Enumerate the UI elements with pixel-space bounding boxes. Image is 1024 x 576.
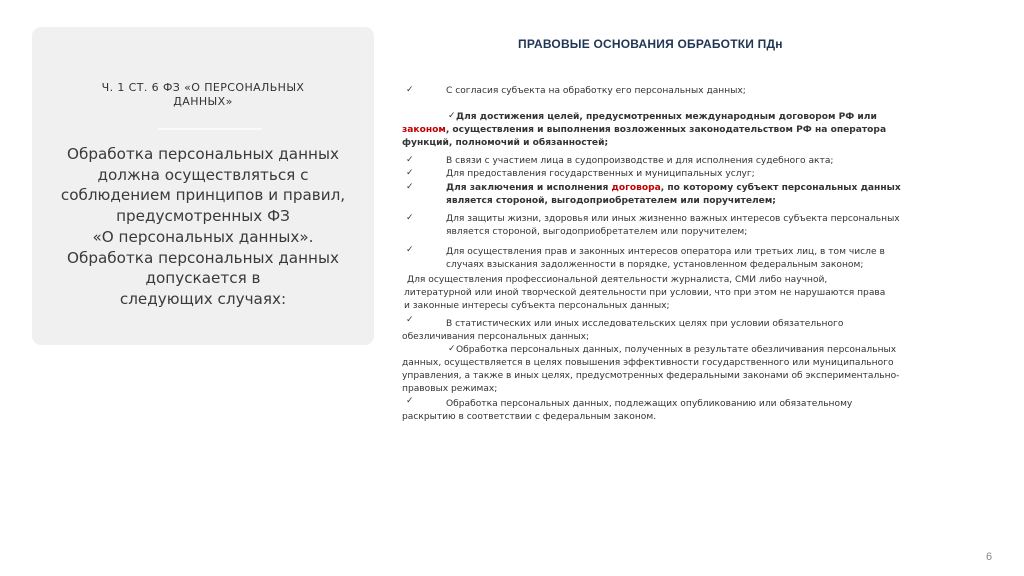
list-item-text: , осуществления и выполнения возложенных законодательством РФ на оператора	[445, 125, 887, 135]
list-item: Для осуществления прав и законных интересов оператора или третьих лиц, в том числе в	[446, 247, 885, 257]
page-title: ПРАВОВЫЕ ОСНОВАНИЯ ОБРАБОТКИ ПДн	[518, 37, 783, 51]
list-item-line: обезличивания персональных данных;	[402, 332, 590, 342]
check-icon: ✓	[406, 85, 414, 95]
list-item-line: является стороной, выгодоприобретателем или поручителем;	[446, 196, 776, 206]
check-icon: ✓	[406, 155, 414, 165]
law-highlight: законом	[402, 125, 446, 135]
divider	[158, 128, 262, 130]
list-item-line: функций, полномочий и обязанностей;	[402, 138, 609, 148]
left-body-text	[32, 144, 374, 310]
check-icon: ✓	[406, 315, 414, 325]
body-line: Обработка персональных данных	[67, 145, 339, 163]
list-item-line: правовых режимах;	[402, 384, 498, 394]
check-icon: ✓	[406, 213, 414, 223]
subtitle-line-1: Ч. 1 СТ. 6 ФЗ «О ПЕРСОНАЛЬНЫХ	[101, 81, 305, 94]
list-item: С согласия субъекта на обработку его персональных данных;	[446, 86, 746, 96]
list-item-line: раскрытию в соответствии с федеральным законом.	[402, 412, 657, 422]
list-item: Для защиты жизни, здоровья или иных жизненно важных интересов субъекта персональных	[446, 214, 900, 224]
list-item: Для осуществления профессиональной деятельности журналиста, СМИ либо научной,	[407, 275, 828, 285]
list-item: Обработка персональных данных, подлежащих опубликованию или обязательному	[446, 399, 853, 409]
list-item	[446, 182, 901, 194]
check-icon: ✓	[406, 168, 414, 178]
list-item-line: является стороной, выгодоприобретателем или поручителем;	[446, 227, 748, 237]
list-item-text: , по которому субъект персональных данных	[660, 183, 901, 193]
check-icon: ✓	[406, 245, 414, 255]
body-line: Обработка персональных данных	[67, 248, 339, 267]
body-line: должна осуществляться с	[97, 165, 309, 184]
page-number: 6	[986, 551, 993, 563]
list-item-line: данных, осуществляется в целях повышения эффективности государственного или муниципального	[402, 358, 894, 368]
list-item-line: случаях взыскания задолженности в порядке, установленном федеральным законом;	[446, 260, 864, 270]
list-item: Для достижения целей, предусмотренных международным договором РФ или	[456, 112, 877, 122]
law-reference-subtitle	[32, 81, 374, 109]
list-item-line: управления, а также в иных целях, предусмотренных федеральными законами об экспериментально-	[402, 371, 900, 381]
list-item: В связи с участием лица в судопроизводстве и для исполнения судебного акта;	[446, 156, 834, 166]
list-item-text: Для заключения и исполнения	[446, 183, 612, 193]
subtitle-line-2: ДАННЫХ»	[173, 95, 233, 108]
body-line: соблюдением принципов и правил,	[60, 186, 346, 205]
body-line: допускается в	[145, 269, 261, 288]
check-icon: ✓	[406, 396, 414, 406]
check-icon: ✓	[406, 182, 414, 192]
check-icon: ✓	[448, 344, 456, 354]
left-info-card	[32, 27, 374, 345]
list-item-line: и законные интересы субъекта персональных данных;	[404, 301, 670, 311]
list-item: Обработка персональных данных, полученных в результате обезличивания персональных	[456, 345, 897, 355]
body-line: «О персональных данных».	[92, 227, 314, 246]
list-item: Для предоставления государственных и муниципальных услуг;	[446, 169, 755, 179]
body-line: предусмотренных ФЗ	[116, 207, 290, 226]
list-item-line: литературной или иной творческой деятельности при условии, что при этом не нарушаются права	[404, 288, 886, 298]
list-item-line	[402, 124, 886, 136]
contract-highlight: договора	[611, 183, 661, 193]
check-icon: ✓	[448, 111, 456, 121]
body-line: следующих случаях:	[119, 289, 287, 308]
list-item: В статистических или иных исследовательских целях при условии обязательного	[446, 319, 844, 329]
